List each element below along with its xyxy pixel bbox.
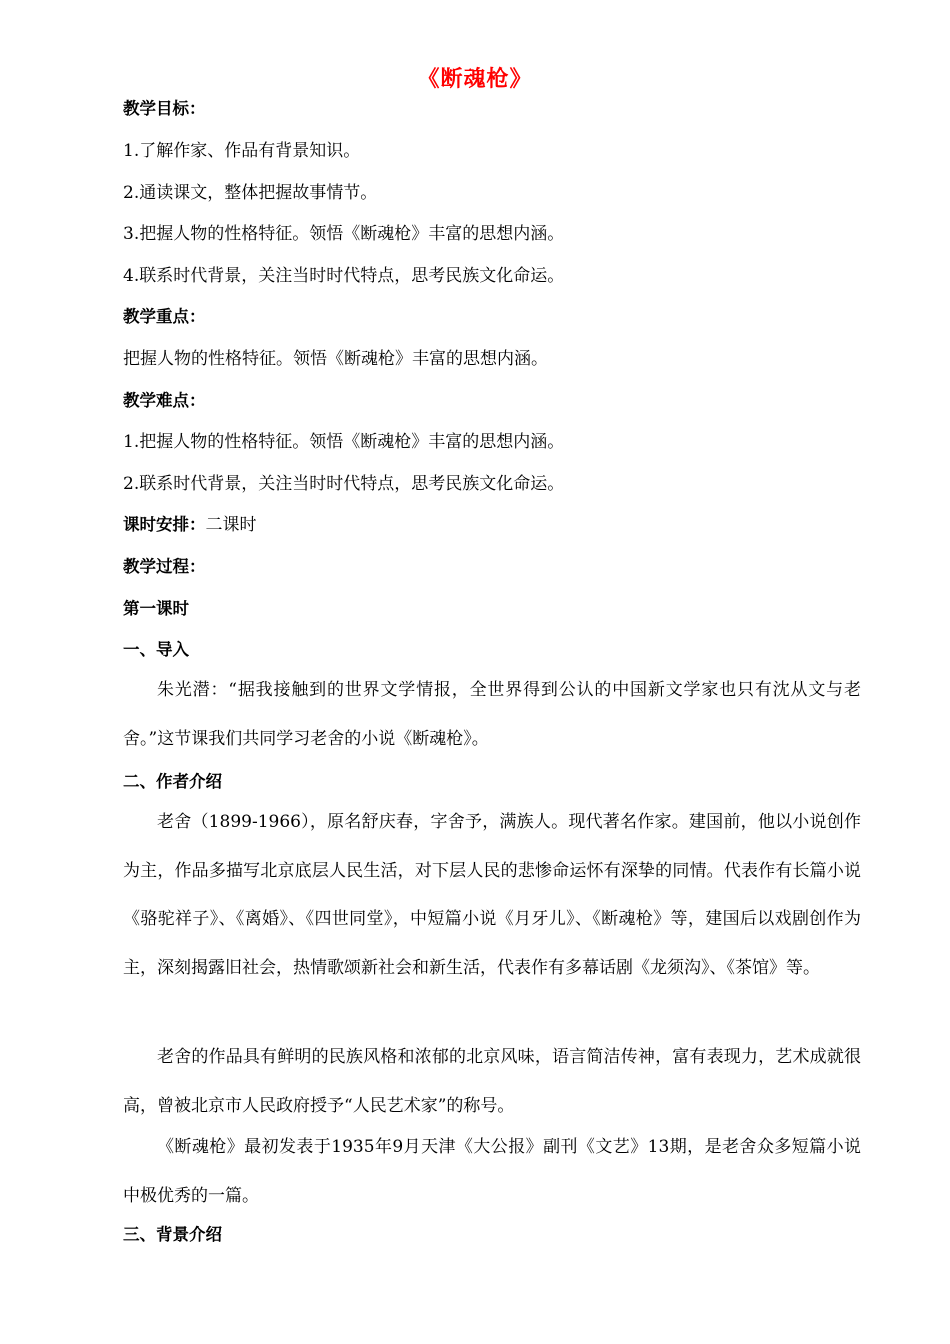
section-paragraph: 老舍（1899-1966），原名舒庆春，字舍予，满族人。现代著名作家。建国前，他以小说创作为主，作品多描写北京底层人民生活，对下层人民的悲惨命运怀有深挚的同情。代表作有长篇小说《骆驼祥子》、《离婚》、《四世同堂》，中短篇小说《月牙儿》、《断魂枪》等，建国后以戏剧创作为主，深刻揭露旧社会，热情歌颂新社会和新生活，代表作有多幕话剧《龙须沟》、《茶馆》等。 xyxy=(123,812,861,978)
difficulty-item: 1.把握人物的性格特征。领悟《断魂枪》丰富的思想内涵。 xyxy=(123,432,565,452)
key-points-text: 把握人物的性格特征。领悟《断魂枪》丰富的思想内涵。 xyxy=(123,349,548,369)
difficulty-item: 2.联系时代背景，关注当时时代特点，思考民族文化命运。 xyxy=(123,474,565,494)
schedule-value: 二课时 xyxy=(205,515,257,535)
objective-item: 1.了解作家、作品有背景知识。 xyxy=(123,141,361,161)
objective-item: 2.通读课文，整体把握故事情节。 xyxy=(123,183,378,203)
schedule-line xyxy=(123,513,257,537)
section-paragraph: 朱光潜：“据我接触到的世界文学情报，全世界得到公认的中国新文学家也只有沈从文与老舍。”这节课我们共同学习老舍的小说《断魂枪》。 xyxy=(123,680,861,749)
section-heading: 二、作者介绍 xyxy=(123,772,222,791)
process-heading: 教学过程： xyxy=(123,557,206,576)
objective-item: 4.联系时代背景，关注当时时代特点，思考民族文化命运。 xyxy=(123,266,565,286)
section-heading: 一、导入 xyxy=(123,640,189,659)
document-title: 《断魂枪》 xyxy=(417,67,533,92)
difficulties-heading: 教学难点： xyxy=(123,391,206,410)
section-heading: 三、背景介绍 xyxy=(123,1225,222,1244)
lesson-one-heading: 第一课时 xyxy=(123,599,189,618)
section-paragraph: 老舍的作品具有鲜明的民族风格和浓郁的北京风味，语言简洁传神，富有表现力，艺术成就很高，曾被北京市人民政府授予“人民艺术家”的称号。 xyxy=(123,1047,861,1116)
schedule-label: 课时安排： xyxy=(123,515,206,534)
objectives-heading: 教学目标： xyxy=(123,99,206,118)
key-points-heading: 教学重点： xyxy=(123,307,206,326)
section-paragraph: 《断魂枪》最初发表于1935年9月天津《大公报》副刊《文艺》13期，是老舍众多短篇小说中极优秀的一篇。 xyxy=(123,1137,861,1206)
objective-item: 3.把握人物的性格特征。领悟《断魂枪》丰富的思想内涵。 xyxy=(123,224,565,244)
